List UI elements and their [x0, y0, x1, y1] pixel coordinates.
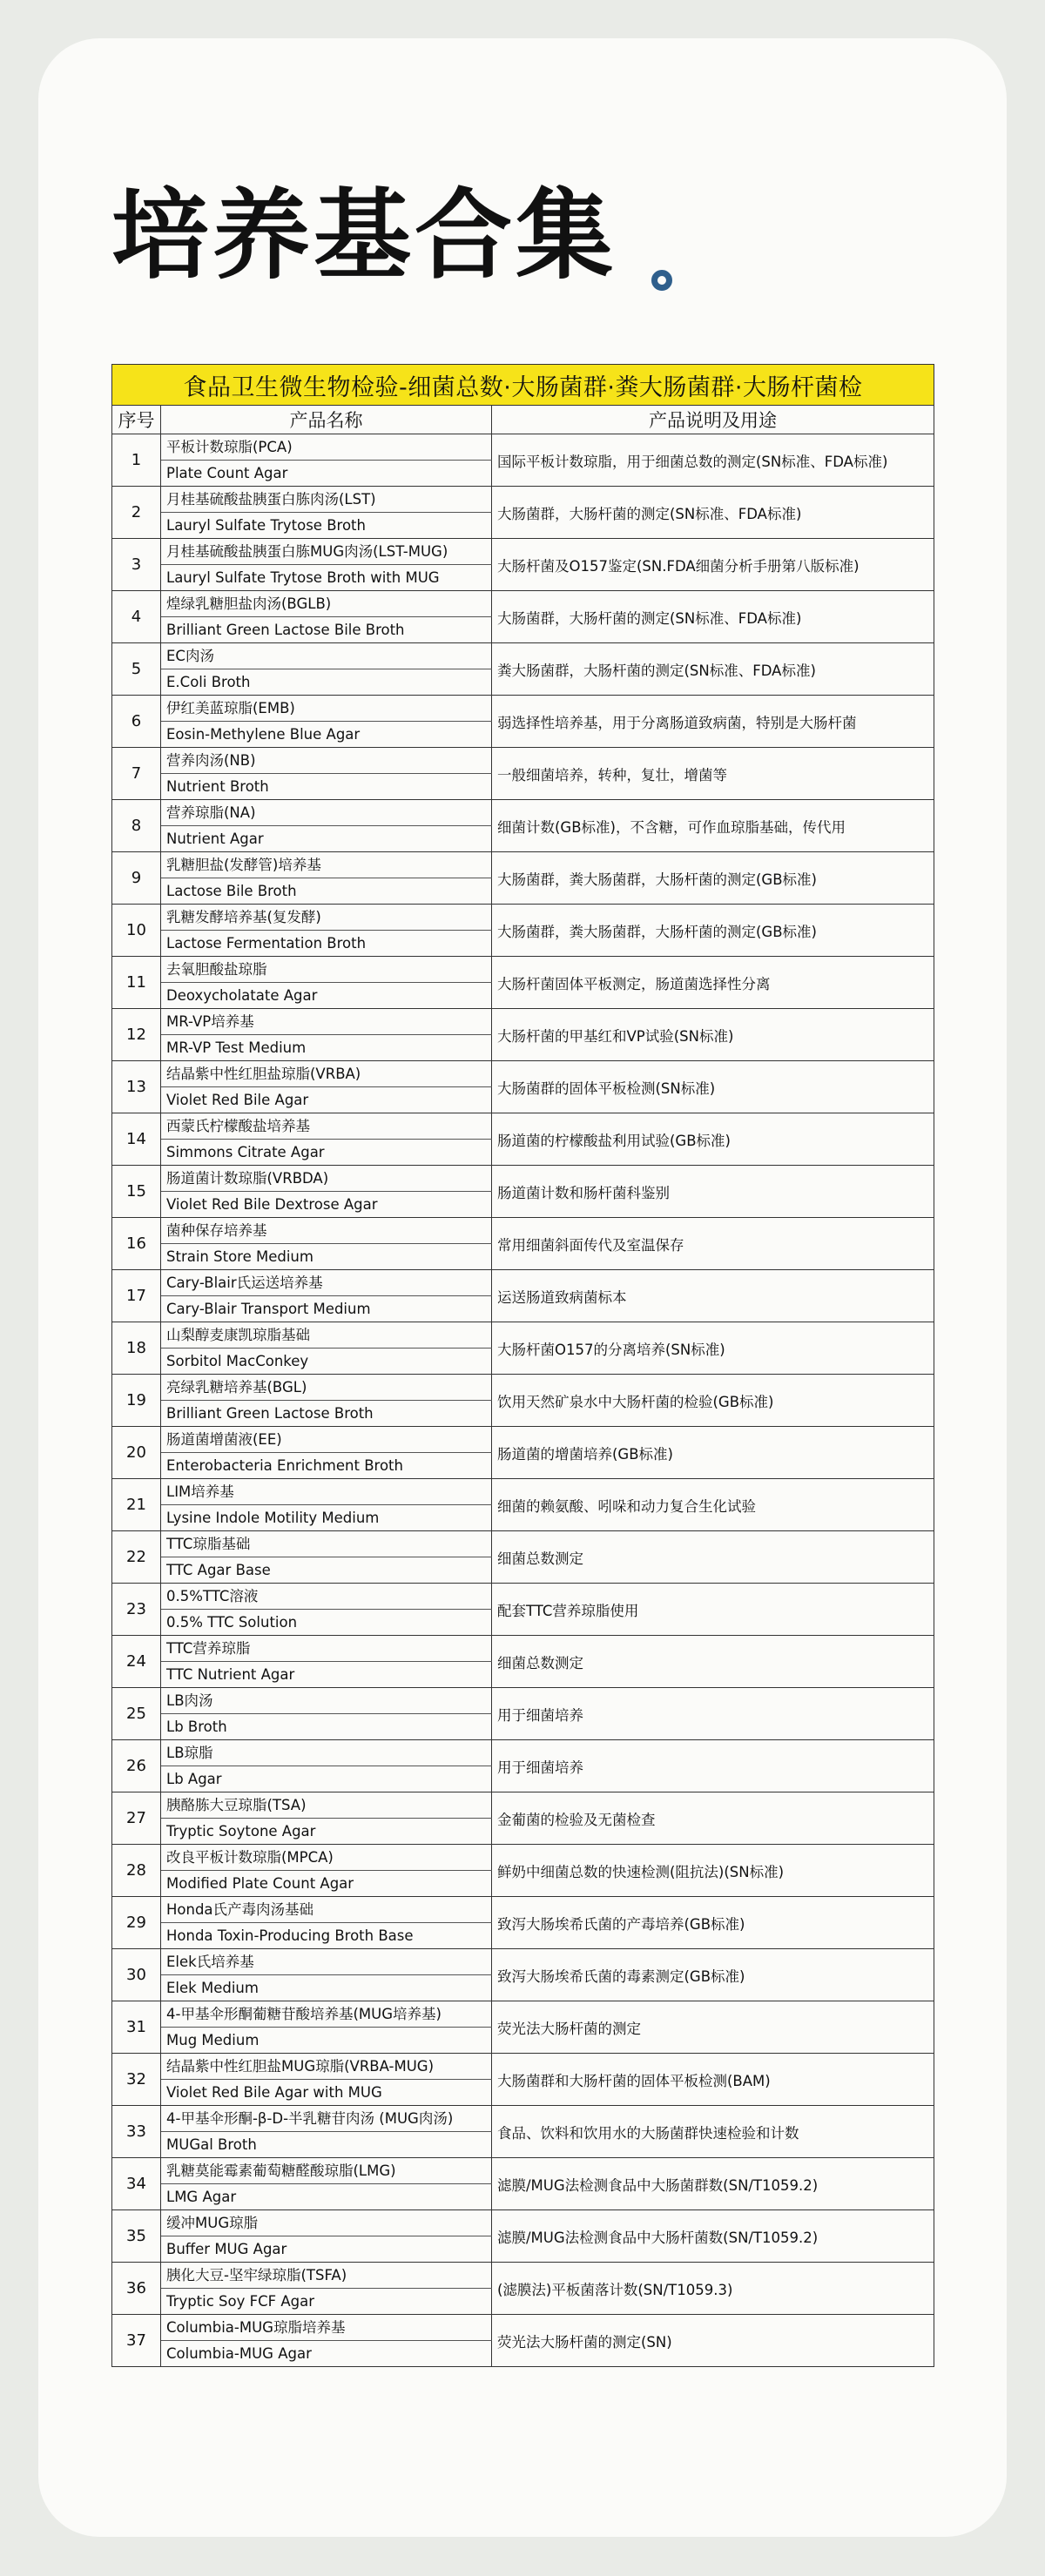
row-number: 13: [112, 1061, 161, 1113]
product-name-en: MR-VP Test Medium: [161, 1035, 492, 1061]
product-name-cn: 亮绿乳糖培养基(BGL): [161, 1375, 492, 1401]
row-number: 7: [112, 748, 161, 800]
table-row: [112, 1009, 934, 1035]
product-description: 肠道菌计数和肠杆菌科鉴别: [492, 1166, 934, 1218]
product-description: 大肠菌群，粪大肠菌群，大肠杆菌的测定(GB标准): [492, 905, 934, 957]
product-name-cn: MR-VP培养基: [161, 1009, 492, 1035]
product-name-en: Tryptic Soy FCF Agar: [161, 2289, 492, 2315]
row-number: 25: [112, 1688, 161, 1740]
table-row: [112, 643, 934, 669]
header-desc: 产品说明及用途: [492, 406, 934, 434]
product-name-cn: LIM培养基: [161, 1479, 492, 1505]
product-name-cn: 结晶紫中性红胆盐MUG琼脂(VRBA-MUG): [161, 2054, 492, 2080]
table-row: [112, 748, 934, 774]
product-description: 细菌总数测定: [492, 1636, 934, 1688]
product-name-en: Lactose Fermentation Broth: [161, 931, 492, 957]
product-name-cn: 胰化大豆-坚牢绿琼脂(TSFA): [161, 2263, 492, 2289]
product-description: 滤膜/MUG法检测食品中大肠杆菌数(SN/T1059.2): [492, 2210, 934, 2263]
product-name-en: 0.5% TTC Solution: [161, 1610, 492, 1636]
product-name-en: LMG Agar: [161, 2184, 492, 2210]
product-description: 饮用天然矿泉水中大肠杆菌的检验(GB标准): [492, 1375, 934, 1427]
product-name-cn: LB肉汤: [161, 1688, 492, 1714]
product-description: 金葡菌的检验及无菌检查: [492, 1792, 934, 1845]
product-description: 致泻大肠埃希氏菌的产毒培养(GB标准): [492, 1897, 934, 1949]
product-name-en: Cary-Blair Transport Medium: [161, 1296, 492, 1322]
row-number: 5: [112, 643, 161, 696]
product-description: 国际平板计数琼脂，用于细菌总数的测定(SN标准、FDA标准): [492, 434, 934, 487]
product-name-en: Sorbitol MacConkey: [161, 1349, 492, 1375]
row-number: 32: [112, 2054, 161, 2106]
product-name-en: Violet Red Bile Dextrose Agar: [161, 1192, 492, 1218]
row-number: 16: [112, 1218, 161, 1270]
row-number: 31: [112, 2001, 161, 2054]
product-name-en: Brilliant Green Lactose Bile Broth: [161, 617, 492, 643]
product-description: 致泻大肠埃希氏菌的毒素测定(GB标准): [492, 1949, 934, 2001]
product-name-en: Honda Toxin-Producing Broth Base: [161, 1923, 492, 1949]
table-row: [112, 2315, 934, 2341]
row-number: 17: [112, 1270, 161, 1322]
table-row: [112, 852, 934, 878]
product-name-cn: TTC琼脂基础: [161, 1531, 492, 1557]
row-number: 10: [112, 905, 161, 957]
product-name-cn: 胰酪胨大豆琼脂(TSA): [161, 1792, 492, 1819]
product-name-cn: 改良平板计数琼脂(MPCA): [161, 1845, 492, 1871]
table-row: [112, 1375, 934, 1401]
table-row: [112, 1531, 934, 1557]
table-row: [112, 1949, 934, 1975]
product-name-en: TTC Nutrient Agar: [161, 1662, 492, 1688]
product-name-en: Violet Red Bile Agar: [161, 1087, 492, 1113]
row-number: 19: [112, 1375, 161, 1427]
product-name-cn: 煌绿乳糖胆盐肉汤(BGLB): [161, 591, 492, 617]
row-number: 15: [112, 1166, 161, 1218]
table-row: [112, 1427, 934, 1453]
row-number: 33: [112, 2106, 161, 2158]
product-description: 大肠杆菌及O157鉴定(SN.FDA细菌分析手册第八版标准): [492, 539, 934, 591]
product-description: 一般细菌培养，转种，复壮，增菌等: [492, 748, 934, 800]
product-description: 粪大肠菌群，大肠杆菌的测定(SN标准、FDA标准): [492, 643, 934, 696]
table-row: [112, 1166, 934, 1192]
row-number: 24: [112, 1636, 161, 1688]
row-number: 2: [112, 487, 161, 539]
product-description: 滤膜/MUG法检测食品中大肠菌群数(SN/T1059.2): [492, 2158, 934, 2210]
table-row: [112, 1636, 934, 1662]
product-name-cn: 去氧胆酸盐琼脂: [161, 957, 492, 983]
table-row: [112, 696, 934, 722]
table-header-row: [112, 406, 934, 434]
product-description: 大肠杆菌固体平板测定，肠道菌选择性分离: [492, 957, 934, 1009]
product-description: 大肠杆菌O157的分离培养(SN标准): [492, 1322, 934, 1375]
table-banner-row: [112, 365, 934, 406]
row-number: 3: [112, 539, 161, 591]
product-name-en: Deoxycholatate Agar: [161, 983, 492, 1009]
table-row: [112, 487, 934, 513]
row-number: 35: [112, 2210, 161, 2263]
table-row: [112, 1479, 934, 1505]
row-number: 28: [112, 1845, 161, 1897]
table-row: [112, 1218, 934, 1244]
product-name-en: Eosin-Methylene Blue Agar: [161, 722, 492, 748]
product-name-en: Lauryl Sulfate Trytose Broth with MUG: [161, 565, 492, 591]
product-name-en: Columbia-MUG Agar: [161, 2341, 492, 2367]
product-name-en: Nutrient Agar: [161, 826, 492, 852]
product-name-cn: 结晶紫中性红胆盐琼脂(VRBA): [161, 1061, 492, 1087]
table-row: [112, 1897, 934, 1923]
table-row: [112, 1113, 934, 1140]
table-row: [112, 1688, 934, 1714]
product-name-en: Enterobacteria Enrichment Broth: [161, 1453, 492, 1479]
row-number: 37: [112, 2315, 161, 2367]
product-description: 大肠菌群的固体平板检测(SN标准): [492, 1061, 934, 1113]
product-description: 细菌总数测定: [492, 1531, 934, 1584]
product-description: 大肠菌群，粪大肠菌群，大肠杆菌的测定(GB标准): [492, 852, 934, 905]
product-name-en: Violet Red Bile Agar with MUG: [161, 2080, 492, 2106]
product-name-en: Nutrient Broth: [161, 774, 492, 800]
header-num: 序号: [112, 406, 161, 434]
product-description: 配套TTC营养琼脂使用: [492, 1584, 934, 1636]
row-number: 36: [112, 2263, 161, 2315]
table-row: [112, 591, 934, 617]
row-number: 4: [112, 591, 161, 643]
product-name-en: Lb Agar: [161, 1766, 492, 1792]
table-row: [112, 905, 934, 931]
row-number: 1: [112, 434, 161, 487]
product-description: 用于细菌培养: [492, 1688, 934, 1740]
product-name-cn: LB琼脂: [161, 1740, 492, 1766]
row-number: 26: [112, 1740, 161, 1792]
product-name-en: Plate Count Agar: [161, 461, 492, 487]
product-description: (滤膜法)平板菌落计数(SN/T1059.3): [492, 2263, 934, 2315]
table-row: [112, 1740, 934, 1766]
table-row: [112, 800, 934, 826]
dot-icon: [651, 270, 672, 291]
product-name-cn: EC肉汤: [161, 643, 492, 669]
product-name-cn: 山梨醇麦康凯琼脂基础: [161, 1322, 492, 1349]
table-row: [112, 2106, 934, 2132]
product-name-cn: 4-甲基伞形酮-β-D-半乳糖苷肉汤 (MUG肉汤): [161, 2106, 492, 2132]
row-number: 9: [112, 852, 161, 905]
table-row: [112, 1584, 934, 1610]
table-row: [112, 2001, 934, 2028]
product-name-cn: Columbia-MUG琼脂培养基: [161, 2315, 492, 2341]
product-name-cn: 伊红美蓝琼脂(EMB): [161, 696, 492, 722]
row-number: 22: [112, 1531, 161, 1584]
product-name-en: Tryptic Soytone Agar: [161, 1819, 492, 1845]
table-row: [112, 1792, 934, 1819]
product-name-cn: 营养肉汤(NB): [161, 748, 492, 774]
table-row: [112, 1061, 934, 1087]
product-name-en: Lactose Bile Broth: [161, 878, 492, 905]
product-name-cn: 肠道菌增菌液(EE): [161, 1427, 492, 1453]
product-name-cn: 营养琼脂(NA): [161, 800, 492, 826]
table-row: [112, 1845, 934, 1871]
product-name-cn: 缓冲MUG琼脂: [161, 2210, 492, 2236]
product-name-en: MUGal Broth: [161, 2132, 492, 2158]
row-number: 27: [112, 1792, 161, 1845]
product-name-cn: 0.5%TTC溶液: [161, 1584, 492, 1610]
product-name-cn: 乳糖发酵培养基(复发酵): [161, 905, 492, 931]
row-number: 29: [112, 1897, 161, 1949]
product-name-cn: 乳糖胆盐(发酵管)培养基: [161, 852, 492, 878]
table-row: [112, 2210, 934, 2236]
table-row: [112, 2263, 934, 2289]
product-description: 用于细菌培养: [492, 1740, 934, 1792]
row-number: 8: [112, 800, 161, 852]
product-description: 荧光法大肠杆菌的测定(SN): [492, 2315, 934, 2367]
table-row: [112, 2158, 934, 2184]
product-name-en: Brilliant Green Lactose Broth: [161, 1401, 492, 1427]
product-name-cn: Cary-Blair氏运送培养基: [161, 1270, 492, 1296]
product-name-cn: TTC营养琼脂: [161, 1636, 492, 1662]
product-name-en: Simmons Citrate Agar: [161, 1140, 492, 1166]
row-number: 21: [112, 1479, 161, 1531]
table-row: [112, 2054, 934, 2080]
row-number: 34: [112, 2158, 161, 2210]
product-name-cn: 肠道菌计数琼脂(VRBDA): [161, 1166, 492, 1192]
header-name: 产品名称: [161, 406, 492, 434]
product-name-cn: 乳糖莫能霉素葡萄糖醛酸琼脂(LMG): [161, 2158, 492, 2184]
product-description: 大肠菌群和大肠杆菌的固体平板检测(BAM): [492, 2054, 934, 2106]
product-description: 大肠菌群，大肠杆菌的测定(SN标准、FDA标准): [492, 591, 934, 643]
row-number: 6: [112, 696, 161, 748]
table-row: [112, 957, 934, 983]
table-row: [112, 539, 934, 565]
product-name-cn: 4-甲基伞形酮葡糖苷酸培养基(MUG培养基): [161, 2001, 492, 2028]
product-description: 运送肠道致病菌标本: [492, 1270, 934, 1322]
product-name-en: E.Coli Broth: [161, 669, 492, 696]
product-name-en: Elek Medium: [161, 1975, 492, 2001]
row-number: 23: [112, 1584, 161, 1636]
product-description: 大肠菌群，大肠杆菌的测定(SN标准、FDA标准): [492, 487, 934, 539]
product-name-en: Buffer MUG Agar: [161, 2236, 492, 2263]
product-description: 细菌计数(GB标准)，不含糖，可作血琼脂基础，传代用: [492, 800, 934, 852]
product-name-cn: 月桂基硫酸盐胰蛋白胨肉汤(LST): [161, 487, 492, 513]
row-number: 14: [112, 1113, 161, 1166]
product-name-cn: 菌种保存培养基: [161, 1218, 492, 1244]
product-name-cn: 月桂基硫酸盐胰蛋白胨MUG肉汤(LST-MUG): [161, 539, 492, 565]
page-title: 培养基合集: [111, 179, 617, 293]
row-number: 18: [112, 1322, 161, 1375]
product-name-en: Modified Plate Count Agar: [161, 1871, 492, 1897]
table-banner: 食品卫生微生物检验-细菌总数·大肠菌群·粪大肠菌群·大肠杆菌检: [112, 365, 934, 406]
product-description: 大肠杆菌的甲基红和VP试验(SN标准): [492, 1009, 934, 1061]
row-number: 11: [112, 957, 161, 1009]
product-description: 细菌的赖氨酸、吲哚和动力复合生化试验: [492, 1479, 934, 1531]
product-description: 肠道菌的增菌培养(GB标准): [492, 1427, 934, 1479]
product-description: 常用细菌斜面传代及室温保存: [492, 1218, 934, 1270]
table-row: [112, 1322, 934, 1349]
product-name-cn: Honda氏产毒肉汤基础: [161, 1897, 492, 1923]
product-name-en: Lauryl Sulfate Trytose Broth: [161, 513, 492, 539]
row-number: 30: [112, 1949, 161, 2001]
product-description: 荧光法大肠杆菌的测定: [492, 2001, 934, 2054]
table-row: [112, 434, 934, 461]
product-description: 弱选择性培养基，用于分离肠道致病菌，特别是大肠杆菌: [492, 696, 934, 748]
product-name-en: Mug Medium: [161, 2028, 492, 2054]
product-name-cn: 西蒙氏柠檬酸盐培养基: [161, 1113, 492, 1140]
product-name-cn: 平板计数琼脂(PCA): [161, 434, 492, 461]
product-name-en: Lb Broth: [161, 1714, 492, 1740]
product-name-en: Strain Store Medium: [161, 1244, 492, 1270]
media-table: [111, 364, 934, 2367]
table-row: [112, 1270, 934, 1296]
product-name-en: TTC Agar Base: [161, 1557, 492, 1584]
product-description: 食品、饮料和饮用水的大肠菌群快速检验和计数: [492, 2106, 934, 2158]
product-description: 肠道菌的柠檬酸盐利用试验(GB标准): [492, 1113, 934, 1166]
product-description: 鲜奶中细菌总数的快速检测(阻抗法)(SN标准): [492, 1845, 934, 1897]
row-number: 12: [112, 1009, 161, 1061]
product-name-cn: Elek氏培养基: [161, 1949, 492, 1975]
product-name-en: Lysine Indole Motility Medium: [161, 1505, 492, 1531]
row-number: 20: [112, 1427, 161, 1479]
